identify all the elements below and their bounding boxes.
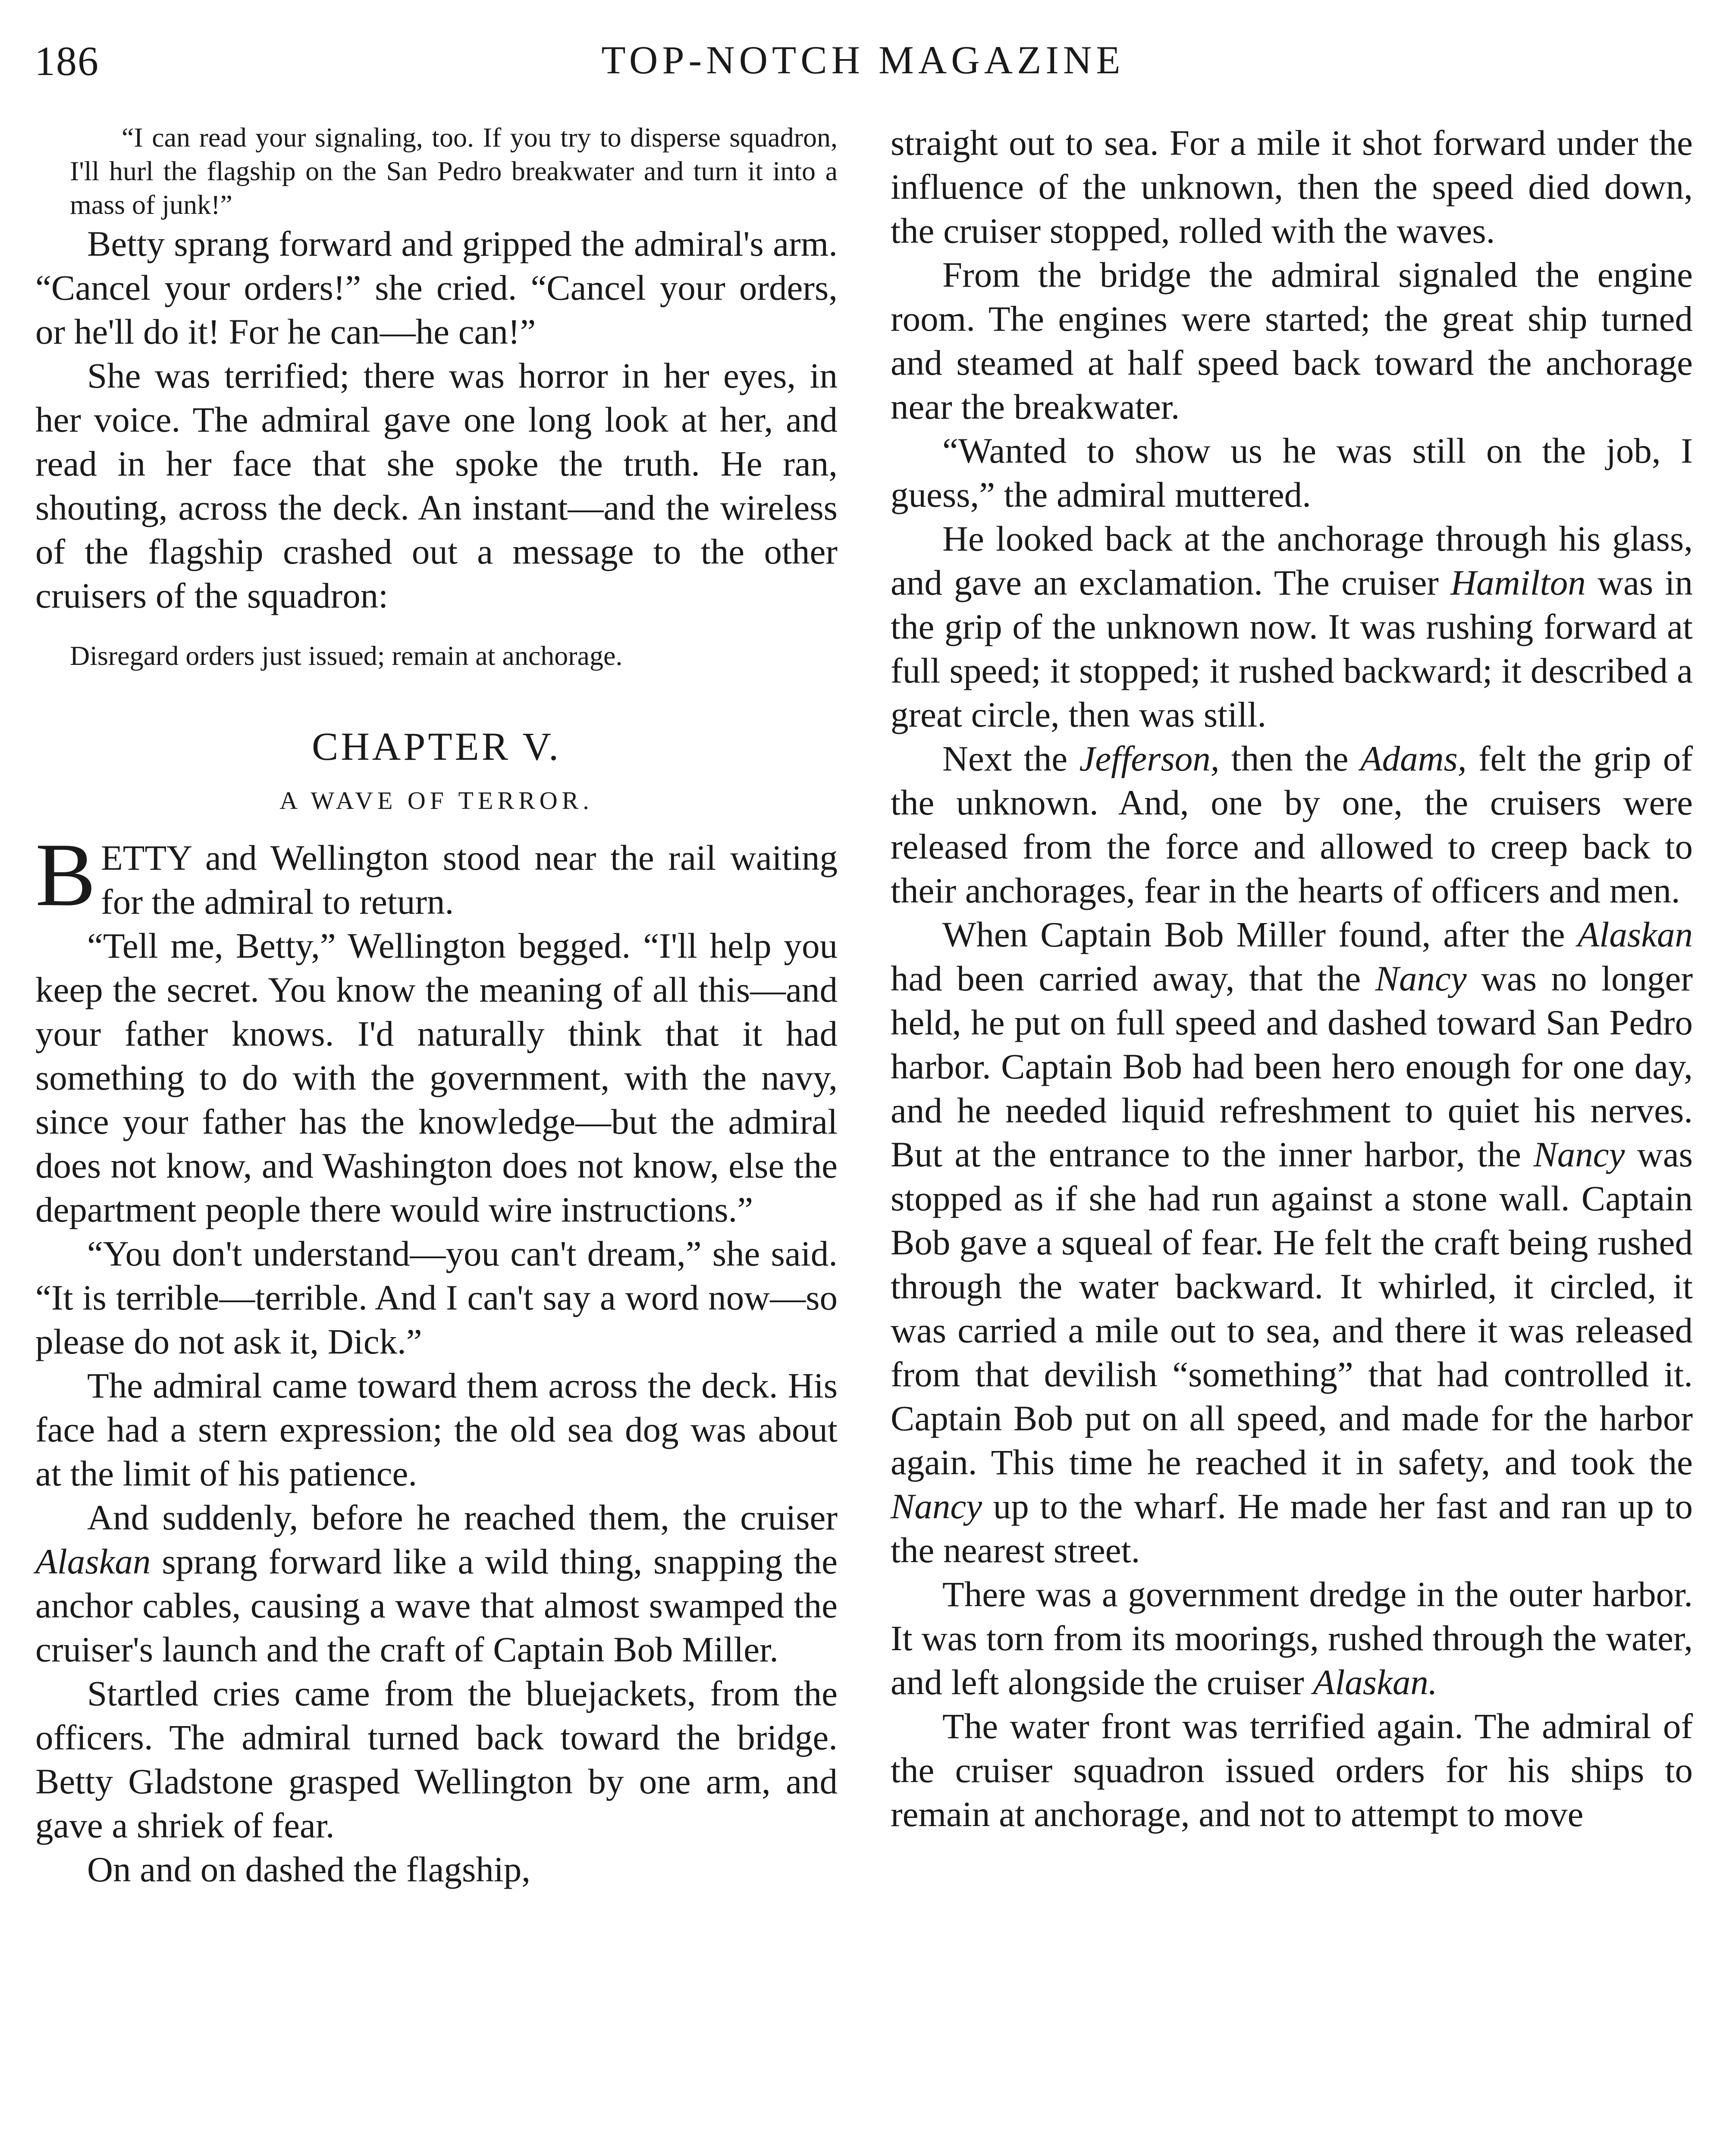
ship-name: Jefferson, bbox=[1079, 739, 1220, 778]
drop-cap: B bbox=[35, 825, 96, 925]
ship-name: Nancy bbox=[1375, 959, 1467, 998]
paragraph bbox=[35, 1495, 838, 1671]
text-run: felt the grip of the unknown. And, one by one, the cruisers were released from the force and allowed to creep back to their anchorages, fear in the hearts of officers and men. bbox=[891, 739, 1693, 910]
chapter-subtitle: A WAVE OF TERROR. bbox=[279, 787, 593, 815]
paragraph bbox=[891, 736, 1693, 912]
page-number: 186 bbox=[35, 38, 99, 84]
paragraph: Betty sprang forward and gripped the admiral's arm. “Cancel your orders!” she cried. “Cancel your orders, or he'll do it! For he can—he can!” bbox=[35, 224, 838, 351]
text-run: Next the bbox=[942, 739, 1080, 778]
paragraph: straight out to sea. For a mile it shot forward under the influence of the unknown, then the speed died down, the cruiser stopped, rolled with the waves. bbox=[891, 123, 1693, 251]
text-run: was in the grip of the unknown now. It was rushing forward at full speed; it stopped; it rushed backward; it described a great circle, then was still. bbox=[891, 563, 1693, 734]
paragraph bbox=[891, 1572, 1693, 1704]
page-header bbox=[35, 37, 1691, 89]
paragraph: “You don't understand—you can't dream,” she said. “It is terrible—terrible. And I can't say a word now—so please do not ask it, Dick.” bbox=[35, 1234, 838, 1361]
chapter-title: CHAPTER V. bbox=[311, 724, 562, 768]
paragraph bbox=[891, 912, 1693, 1572]
text-run: was stopped as if she had run against a stone wall. Captain Bob gave a squeal of fear. He felt the craft being rushed through the water backward. It whirled, it circled, it was carried a mile out to sea, and there it was released from that devilish “something” that had controlled it. Captain Bob put on all speed, and made for the harbor again. This time he reached it in safety, and took the bbox=[891, 1134, 1693, 1482]
paragraph: “Tell me, Betty,” Wellington begged. “I'll help you keep the secret. You know the meaning of all this—and your father knows. I'd naturally think that it had something to do with the government, with the navy, since your father has the knowledge—but the admiral does not know, and Washington does not know, else the department people there would wire instructions.” bbox=[35, 926, 838, 1229]
paragraph: The water front was terrified again. The admiral of the cruiser squadron issued orders for his ships to remain at anchorage, and not to attempt to move bbox=[891, 1706, 1693, 1834]
ship-name: Alaskan bbox=[35, 1542, 151, 1581]
text-run: sprang forward like a wild thing, snapping the anchor cables, causing a wave that almost swamped the cruiser's launch and the craft of Captain Bob Miller. bbox=[35, 1542, 838, 1669]
chapter-opening-paragraph bbox=[35, 825, 838, 925]
text-run: was no longer held, he put on full speed and dashed toward San Pedro harbor. Captain Bob had been hero enough for one day, and he needed liquid refreshment to quiet his nerves. But at the entrance to the inner harbor, the bbox=[891, 959, 1693, 1174]
opening-text: ETTY and Wellington stood near the rail waiting for the admiral to return. bbox=[101, 838, 838, 921]
text-run: There was a government dredge in the outer harbor. It was torn from its moorings, rushed through the water, and left alongside the cruiser bbox=[891, 1574, 1693, 1702]
wireless-message: Disregard orders just issued; remain at anchorage. bbox=[70, 640, 623, 671]
right-column bbox=[891, 121, 1693, 1836]
villain-quote: “I can read your signaling, too. If you try to disperse squadron, I'll hurl the flagship on the San Pedro breakwater and turn it into a mass of junk!” bbox=[70, 122, 838, 220]
ship-name: Alaskan bbox=[1577, 915, 1693, 954]
text-run: He looked back at the anchorage through his glass, and gave an exclamation. The cruiser bbox=[891, 519, 1693, 602]
paragraph: From the bridge the admiral signaled the engine room. The engines were started; the great ship turned and steamed at half speed back toward the anchorage near the breakwater. bbox=[891, 255, 1693, 426]
text-run: had been carried away, that the bbox=[891, 959, 1375, 998]
paragraph: The admiral came toward them across the deck. His face had a stern expression; the old sea dog was about at the limit of his patience. bbox=[35, 1366, 838, 1493]
text-run: then the bbox=[1219, 739, 1360, 778]
ship-name: Adams, bbox=[1360, 739, 1467, 778]
ship-name: Alaskan. bbox=[1313, 1662, 1437, 1702]
paragraph: “Wanted to show us he was still on the job, I guess,” the admiral muttered. bbox=[891, 431, 1693, 514]
paragraph bbox=[891, 517, 1693, 736]
text-run: When Captain Bob Miller found, after the bbox=[942, 915, 1578, 954]
running-title: TOP-NOTCH MAGAZINE bbox=[601, 38, 1125, 82]
paragraph: Startled cries came from the bluejackets, from the officers. The admiral turned back toward the bridge. Betty Gladstone grasped Wellington by one arm, and gave a shriek of fear. bbox=[35, 1673, 838, 1845]
paragraph: She was terrified; there was horror in her eyes, in her voice. The admiral gave one long look at her, and read in her face that she spoke the truth. He ran, shouting, across the deck. An instant—and the wireless of the flagship crashed out a message to the other cruisers of the squadron: bbox=[35, 356, 838, 615]
paragraph: On and on dashed the flagship, bbox=[87, 1849, 531, 1889]
left-column bbox=[35, 121, 838, 1891]
ship-name: Nancy bbox=[1533, 1134, 1625, 1174]
text-run: And suddenly, before he reached them, the cruiser bbox=[87, 1498, 838, 1537]
ship-name: Hamilton bbox=[1450, 563, 1586, 602]
ship-name: Nancy bbox=[891, 1486, 982, 1526]
text-run: up to the wharf. He made her fast and ran up to the nearest street. bbox=[891, 1486, 1693, 1570]
